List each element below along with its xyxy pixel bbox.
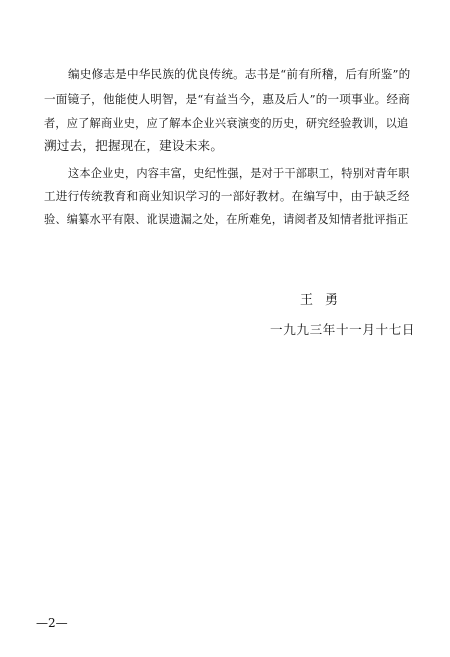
paragraph-2-line-2: 工进行传统教育和商业知识学习的一部好教材。在编写中，由于缺乏经 [44,189,410,203]
paragraph-1-line-3: 者，应了解商业史，应了解本企业兴衰演变的历史，研究经验教训，以追 [44,117,409,130]
paragraph-1-line-2: 一面镜子，他能使人明智，是“有益当今，惠及后人”的一项事业。经商 [44,92,411,106]
paragraph-1-line-1: 编史修志是中华民族的优良传统。志书是“前有所稽，后有所鉴”的 [68,67,411,81]
author-signature: 王勇 [300,293,351,308]
signature-date: 一九九三年十一月十七日 [270,322,416,337]
paragraph-2-line-3: 验、编纂水平有限、讹误遗漏之处，在所难免，请阅者及知情者批评指正 [44,213,409,226]
paragraph-2-line-1: 这本企业史，内容丰富，史纪性强，是对于干部职工，特别对青年职 [68,167,410,180]
paragraph-1-line-4: 溯过去，把握现在，建设未来。 [44,138,224,153]
page-number: —2— [36,616,68,630]
